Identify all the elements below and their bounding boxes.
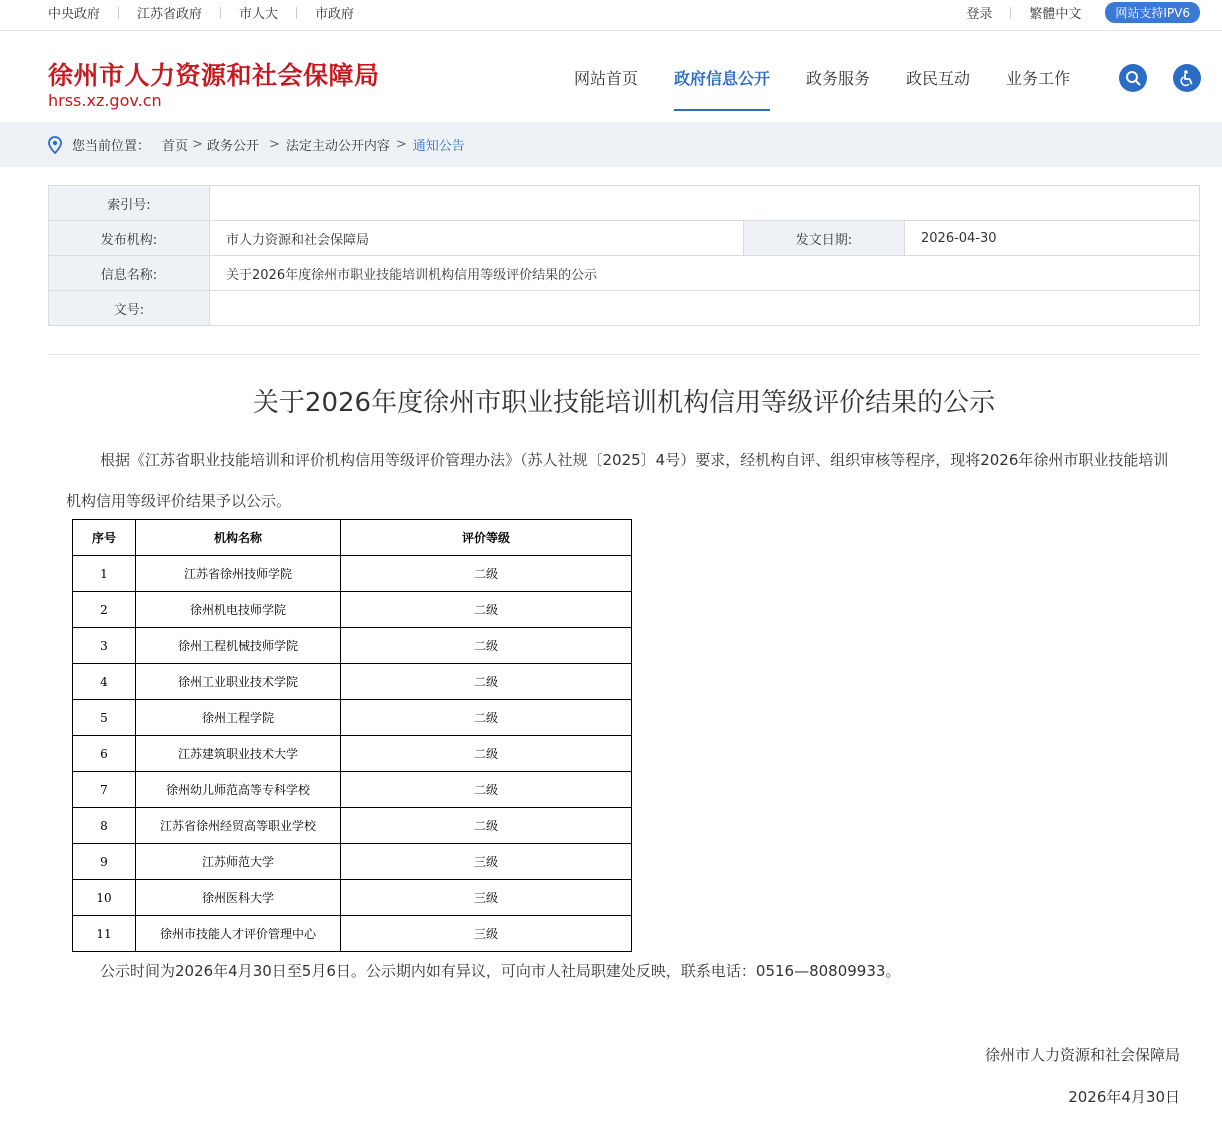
meta-label-index: 索引号: (49, 186, 210, 221)
cell-grade: 二级 (341, 556, 632, 592)
cell-serial: 7 (73, 772, 136, 808)
cell-institution: 江苏省徐州经贸高等职业学校 (136, 808, 341, 844)
meta-row-doc (49, 291, 1200, 326)
cell-grade: 三级 (341, 844, 632, 880)
top-tools (966, 0, 1200, 25)
breadcrumb-current[interactable]: 通知公告 (412, 139, 465, 154)
table-row (73, 772, 632, 808)
cell-grade: 二级 (341, 628, 632, 664)
breadcrumb (0, 122, 1222, 167)
meta-value-publisher: 市人力资源和社会保障局 (210, 221, 744, 256)
cell-institution: 徐州工业职业技术学院 (136, 664, 341, 700)
meta-row-name (49, 256, 1200, 291)
cell-grade: 三级 (341, 916, 632, 952)
accessibility-icon[interactable] (1173, 64, 1201, 92)
divider (220, 7, 221, 19)
cell-serial: 3 (73, 628, 136, 664)
results-table (72, 519, 632, 952)
cell-serial: 6 (73, 736, 136, 772)
meta-row-publisher (49, 221, 1200, 256)
link-jiangsu-gov[interactable]: 江苏省政府 (137, 7, 203, 22)
cell-institution: 江苏建筑职业技术大学 (136, 736, 341, 772)
header-institution: 机构名称 (136, 520, 341, 556)
table-row (73, 736, 632, 772)
link-city-npc[interactable]: 市人大 (239, 7, 279, 22)
table-row (73, 664, 632, 700)
table-row (73, 916, 632, 952)
breadcrumb-prefix: 您当前位置： (72, 139, 151, 154)
table-row (73, 808, 632, 844)
top-bar (0, 0, 1222, 31)
nav-home[interactable]: 网站首页 (574, 69, 639, 88)
main-nav (574, 66, 1106, 111)
breadcrumb-disclosure[interactable]: 法定主动公开内容 (285, 139, 390, 154)
table-row (73, 700, 632, 736)
cell-grade: 二级 (341, 736, 632, 772)
divider (296, 7, 297, 19)
link-central-gov[interactable]: 中央政府 (48, 7, 101, 22)
breadcrumb-gov-affairs[interactable]: 政务公开 (206, 139, 259, 154)
table-row (73, 880, 632, 916)
location-pin-icon (48, 136, 62, 154)
cell-institution: 徐州医科大学 (136, 880, 341, 916)
traditional-chinese-link[interactable]: 繁體中文 (1029, 7, 1082, 22)
cell-institution: 徐州工程机械技师学院 (136, 628, 341, 664)
cell-serial: 2 (73, 592, 136, 628)
site-logo-domain: hrss.xz.gov.cn (48, 91, 162, 110)
cell-grade: 二级 (341, 664, 632, 700)
article-paragraph: 根据《江苏省职业技能培训和评价机构信用等级评价管理办法》（苏人社规〔2025〕4号）要求，经机构自评、组织审核等程序，现将2026年徐州市职业技能培训机构信用等级评价结果予以公示。 (66, 451, 1169, 510)
meta-label-doc: 文号: (49, 291, 210, 326)
meta-row-index (49, 186, 1200, 221)
cell-institution: 江苏师范大学 (136, 844, 341, 880)
ipv6-badge: 网站支持IPV6 (1105, 2, 1200, 23)
meta-value-index (210, 186, 1200, 221)
site-header (0, 32, 1222, 122)
breadcrumb-separator: > (395, 137, 407, 152)
article-title: 关于2026年度徐州市职业技能培训机构信用等级评价结果的公示 (252, 388, 996, 418)
cell-grade: 二级 (341, 808, 632, 844)
table-row (73, 556, 632, 592)
cell-serial: 11 (73, 916, 136, 952)
cell-serial: 10 (73, 880, 136, 916)
cell-grade: 三级 (341, 880, 632, 916)
divider (118, 7, 119, 19)
breadcrumb-separator: > (268, 137, 280, 152)
cell-serial: 1 (73, 556, 136, 592)
cell-institution: 徐州幼儿师范高等专科学校 (136, 772, 341, 808)
divider (1010, 7, 1011, 19)
header-serial: 序号 (73, 520, 136, 556)
nav-gov-info[interactable]: 政府信息公开 (674, 66, 770, 111)
meta-value-doc (210, 291, 1200, 326)
cell-institution: 江苏省徐州技师学院 (136, 556, 341, 592)
nav-business[interactable]: 业务工作 (1006, 69, 1071, 88)
cell-serial: 9 (73, 844, 136, 880)
meta-label-name: 信息名称: (49, 256, 210, 291)
signature-date: 2026年4月30日 (1068, 1088, 1180, 1106)
breadcrumb-home[interactable]: 首页 (162, 139, 189, 154)
login-link[interactable]: 登录 (966, 7, 993, 22)
link-city-gov[interactable]: 市政府 (315, 7, 355, 22)
cell-grade: 二级 (341, 772, 632, 808)
cell-serial: 8 (73, 808, 136, 844)
meta-label-publisher: 发布机构: (49, 221, 210, 256)
search-icon[interactable] (1119, 64, 1147, 92)
document-meta-table (48, 185, 1200, 326)
cell-institution: 徐州工程学院 (136, 700, 341, 736)
meta-value-name: 关于2026年度徐州市职业技能培训机构信用等级评价结果的公示 (210, 256, 1200, 291)
table-row (73, 592, 632, 628)
cell-institution: 徐州市技能人才评价管理中心 (136, 916, 341, 952)
content-divider (48, 354, 1200, 355)
cell-serial: 4 (73, 664, 136, 700)
top-links (48, 0, 354, 25)
signature-org: 徐州市人力资源和社会保障局 (984, 1046, 1180, 1064)
cell-institution: 徐州机电技师学院 (136, 592, 341, 628)
meta-label-date: 发文日期: (744, 221, 905, 256)
notice-text: 公示时间为2026年4月30日至5月6日。公示期内如有异议，可向市人社局职建处反映，联系电话：0516—80809933。 (100, 962, 901, 980)
meta-value-date: 2026-04-30 (905, 221, 1200, 256)
table-row (73, 628, 632, 664)
cell-serial: 5 (73, 700, 136, 736)
table-header-row (73, 520, 632, 556)
nav-services[interactable]: 政务服务 (806, 69, 871, 88)
nav-interaction[interactable]: 政民互动 (906, 69, 971, 88)
table-row (73, 844, 632, 880)
header-grade: 评价等级 (341, 520, 632, 556)
cell-grade: 二级 (341, 700, 632, 736)
breadcrumb-separator: > (192, 137, 203, 152)
site-logo-title[interactable]: 徐州市人力资源和社会保障局 (48, 61, 380, 90)
cell-grade: 二级 (341, 592, 632, 628)
